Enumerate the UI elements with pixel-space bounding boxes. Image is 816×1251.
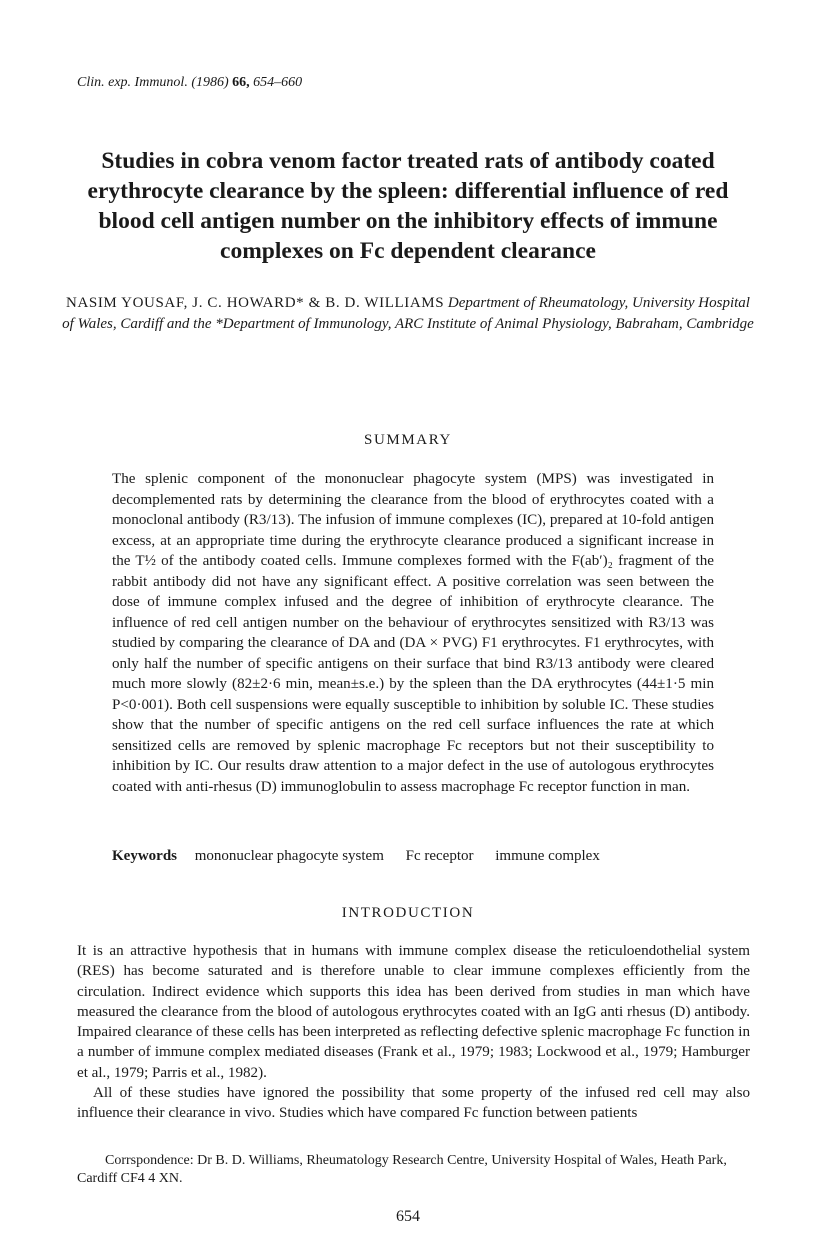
keywords-label: Keywords xyxy=(112,848,177,864)
keyword-item: immune complex xyxy=(495,848,600,864)
correspondence-footnote: Corrspondence: Dr B. D. Williams, Rheumatology Research Centre, University Hospital of Wales, Heath Park, Cardiff CF4 4 XN. xyxy=(77,1153,727,1186)
page-number: 654 xyxy=(396,1208,420,1225)
journal-volume: 66, xyxy=(232,75,250,90)
journal-pages: 654–660 xyxy=(253,75,303,90)
keywords-line xyxy=(112,848,618,865)
paper-title: Studies in cobra venom factor treated rats of antibody coated erythrocyte clearance by the spleen: differential influence of red blood cell antigen number on the inhibitory effects of immune complexes on Fc dependent clearance xyxy=(87,148,729,264)
summary-text: The splenic component of the mononuclear phagocyte system (MPS) was investigated in decomplemented rats by determining the clearance from the blood of erythrocytes coated with a monoclonal antibody (R3/13). The infusion of immune complexes (IC), prepared at 10-fold antigen excess, at an appropriate time during the erythrocyte clearance produced a significant increase in the T½ of the antibody coated cells. Immune complexes formed with the F(ab′)₂ fragment of the rabbit antibody did not have any significant effect. A positive correlation was seen between the dose of immune complex infused and the degree of inhibition of erythrocyte clearance. The influence of red cell antigen number on the behaviour of erythrocytes sensitized with R3/13 was studied by comparing the clearance of DA and (DA × PVG) F1 erythrocytes. F1 erythrocytes, with only half the number of specific antigens on their surface that bind R3/13 antibody were cleared much more slowly (82±2·6 min, mean±s.e.) by the spleen than the DA erythrocytes (44±1·5 min P<0·001). Both cell suspensions were equally susceptible to inhibition by soluble IC. These studies show that the number of specific antigens on the red cell surface influences the rate at which sensitized cells are removed by splenic macrophage Fc receptors but not their susceptibility to inhibition by IC. Our results draw attention to a major defect in the use of autologous erythrocytes coated with anti-rhesus (D) immunoglobulin to assess macrophage Fc receptor function in man. xyxy=(112,471,714,795)
author-affiliation: Department of Rheumatology, University Hospital of Wales, Cardiff and the *Department of Immunology, ARC Institute of Animal Physiology, Babraham, Cambridge xyxy=(62,295,754,332)
summary-heading: SUMMARY xyxy=(364,432,452,448)
keyword-item: mononuclear phagocyte system xyxy=(194,848,384,864)
summary-section xyxy=(112,469,714,797)
introduction-heading: INTRODUCTION xyxy=(341,905,475,921)
introduction-paragraph-1: It is an attractive hypothesis that in humans with immune complex disease the reticuloendothelial system (RES) has become saturated and is therefore unable to clear immune complexes efficiently from the circulation. Indirect evidence which supports this idea has been derived from studies in man which have measured the clearance from the blood of autologous erythrocytes coated with an IgG anti rhesus (D) antibody. Impaired clearance of these cells has been interpreted as reflecting defective splenic macrophage Fc function in a number of immune complex mediated diseases (Frank et al., 1979; 1983; Lockwood et al., 1979; Hamburger et al., 1979; Parris et al., 1982). xyxy=(77,943,750,1081)
author-names: NASIM YOUSAF, J. C. HOWARD* & B. D. WILLIAMS xyxy=(66,295,445,311)
author-block xyxy=(60,293,756,334)
journal-citation xyxy=(77,75,302,91)
journal-year: (1986) xyxy=(191,75,229,90)
journal-name: Clin. exp. Immunol. xyxy=(77,75,188,90)
introduction-body xyxy=(77,941,750,1124)
keyword-item: Fc receptor xyxy=(405,848,474,864)
introduction-paragraph-2: All of these studies have ignored the possibility that some property of the infused red cell may also influence their clearance in vivo. Studies which have compared Fc function between patients xyxy=(77,1085,750,1122)
